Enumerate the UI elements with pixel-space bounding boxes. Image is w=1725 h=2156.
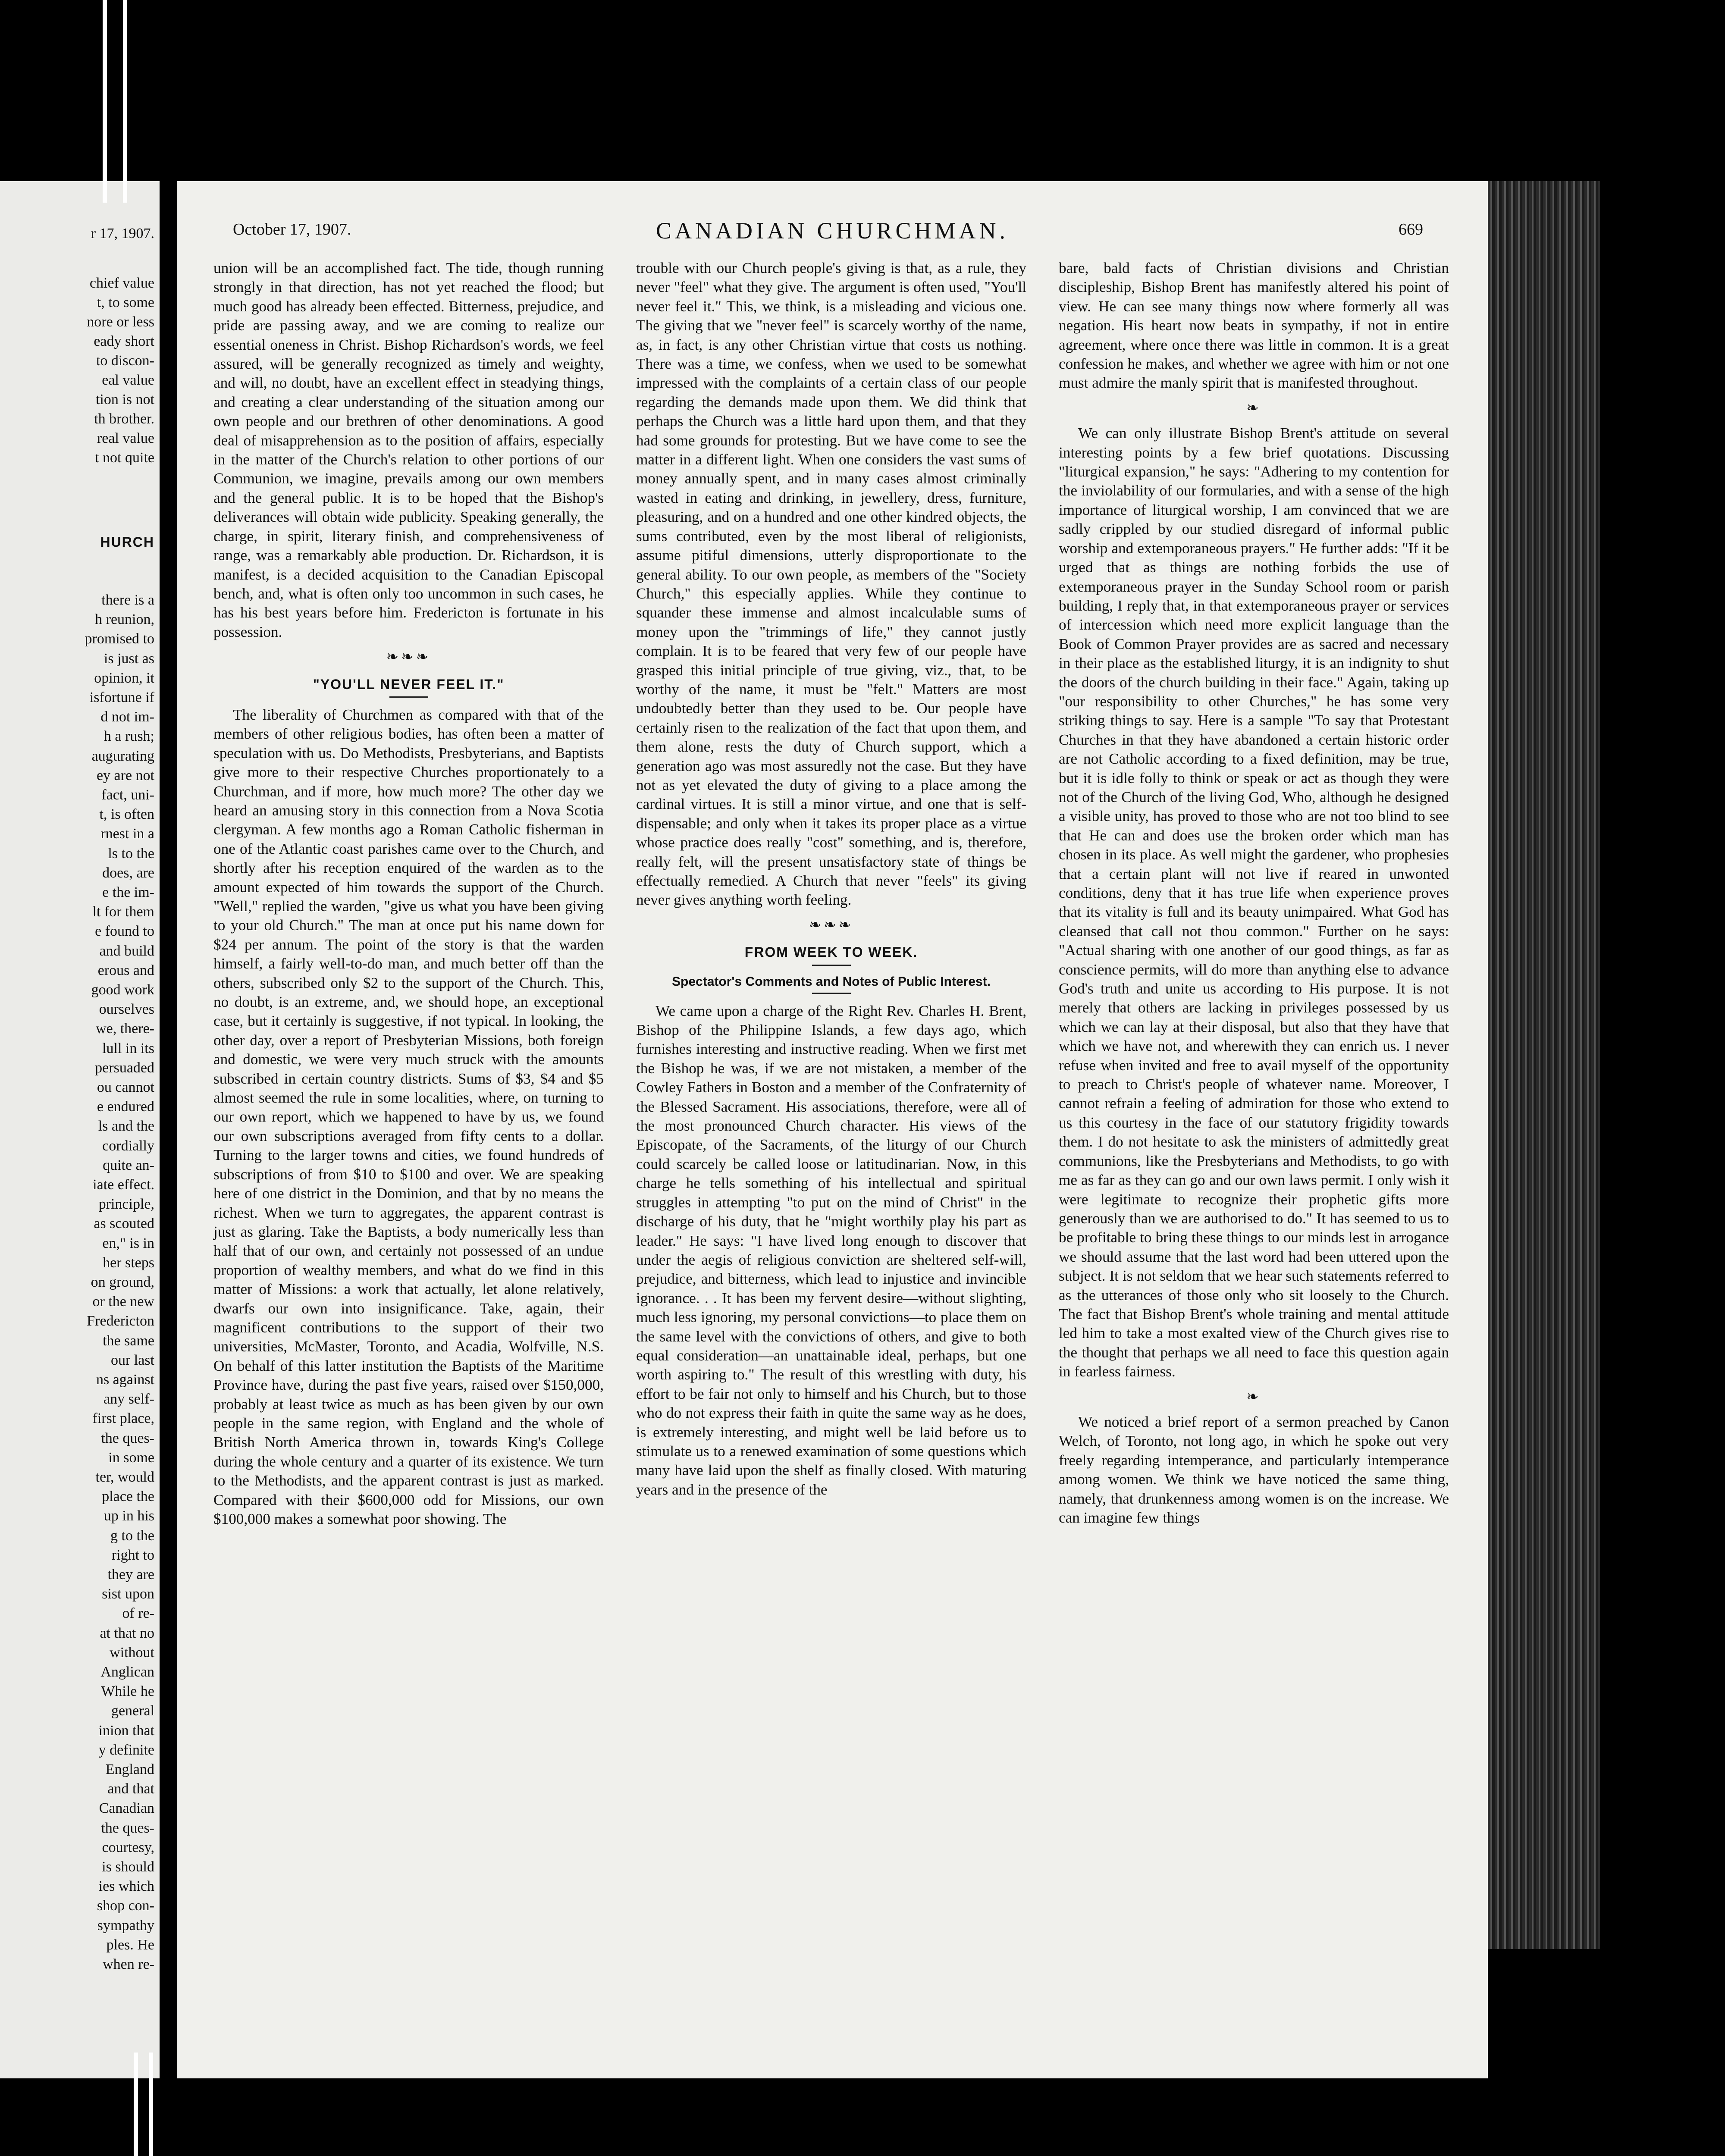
page-header [177,220,1488,254]
left-line-fragment: ou cannot [97,1079,154,1095]
left-line-fragment: chief value [89,275,154,291]
left-line-fragment: of re- [122,1605,154,1622]
left-date-fragment: r 17, 1907. [91,226,154,241]
left-line-fragment: inion that [98,1722,154,1739]
left-line-fragment: erous and [97,962,154,978]
left-line-fragment: t, is often [99,806,154,823]
left-section-head: HURCH [100,534,154,550]
left-line-fragment: ies which [98,1878,154,1895]
left-line-fragment: general [111,1703,154,1719]
left-line-fragment: t not quite [95,450,154,466]
left-line-fragment: ns against [96,1372,154,1388]
left-line-fragment: right to [111,1547,154,1563]
gutter-bar-top-1 [103,0,107,203]
left-line-fragment: d not im- [100,709,154,725]
book-page-edges [1488,181,1600,1949]
left-line-fragment: iate effect. [93,1177,154,1193]
masthead-title: CANADIAN CHURCHMAN. [656,218,1009,244]
left-line-fragment: Canadian [99,1800,154,1817]
left-line-fragment: eady short [94,333,154,349]
left-line-fragment: e endured [97,1099,154,1115]
left-line-fragment: the ques- [101,1430,154,1446]
column2-paragraph-1: trouble with our Church people's giving is that, as a rule, they never "feel" what they give. The argument is often used, "You'll never feel it." This, we think, is a misleading and vicious one. The giving that we "never feel" is scarcely worthy of the name, as, in fact, is any other Christian virtue that costs us nothing. There was a time, we confess, when we used to be somewhat impressed with the complaints of a certain class of our people regarding the demands made upon them. We did think that perhaps the Church was a little hard upon them, and that they had some grounds for protesting. But we have come to see the matter in a different light. When one considers the vast sums of money annually spent, and in many cases almost criminally wasted in eating and drinking, in jewellery, dress, furniture, pleasuring, and on a hundred and one other kindred objects, the sums contributed, even by the most liberal of religionists, assume pitiful dimensions, utterly disproportionate to the general ability. To our own people, as members of the "Society Church," this especially applies. While they continue to squander these immense and almost incalculable sums of money upon the "trimmings of life," they cannot justly complain. It is to be feared that very few of our people have grasped this initial principle of true giving, viz., that, to be worthy of the name, it must be "felt." Matters are most undoubtedly better than they used to be. Our people have certainly risen to the realization of the fact that upon them, and them alone, rests the duty of Church support, which a generation ago was most assuredly not the case. But they have not as yet elevated the duty of giving to a place among the cardinal virtues. It is still a minor virtue, and one that is self-dispensable; and only when it takes its proper place as a virtue whose practice does really "cost" something, and is, therefore, really felt, will the present unsatisfactory state of things be effectually remedied. A Church that never "feels" its giving never gives anything worth feeling. [636,260,1026,909]
paragraph-ornament: ❧ [1246,1388,1261,1405]
column1-paragraph-2: The liberality of Churchmen as compared with that of the members of other religious bodies, has often been a matter of speculation with us. Do Methodists, Presbyterians, and Baptists give more to their respective Churches proportionately to a Churchman, and if more, how much more? The other day we heard an amusing story in this connection from a Nova Scotia clergyman. A few months ago a Roman Catholic fisherman in one of the Atlantic coast parishes came over to the Church, and shortly after his reception enquired of the warden as to the amount expected of him towards the support of the Church. "Well," replied the warden, "give us what you have been giving to your old Church." The man at once put his name down for $24 per annum. The point of the story is that the warden himself, a fairly well-to-do man, and much better off than the others, subscribed only $2 to the support of the Church. This, no doubt, is an extreme, and, we should hope, an exceptional case, but it certainly is suggestive, if not typical. In looking, the other day, over a report of Presbyterian Missions, both foreign and domestic, we were very much struck with the amounts subscribed in certain country districts. Sums of $3, $4 and $5 almost seemed the rule in some localities, where, on turning to our own report, which we happened to have by us, we found our own subscriptions averaged from fifty cents to a dollar. Turning to the larger towns and cities, we found hundreds of subscriptions of from $10 to $100 and over. We are speaking here of one district in the Dominion, and that by no means the richest. When we turn to aggregates, the apparent contrast is just as glaring. Take the Baptists, a body numerically less than half that of our own, and certainly not possessed of an undue proportion of wealthy members, and what do we find in this matter of Missions: a work that actually, let alone relatively, dwarfs our own into insignificance. Take, again, their magnificent contributions to the support of their two universities, McMaster, Toronto, and Acadia, Wolfville, N.S. On behalf of this latter institution the Baptists of the Maritime Province have, during the past five years, raised over $150,000, probably at least twice as much as has been given by our own people in the same region, with England and the whole of British North America thrown in, towards King's College during the whole century and a quarter of its existence. We turn to the Methodists, and the apparent contrast is just as marked. Compared with their $600,000 odd for Missions, our own $100,000 makes a somewhat poor showing. The [213,706,604,1527]
left-line-fragment: our last [110,1352,154,1368]
left-line-fragment: ey are not [96,767,154,783]
column-3 [1059,259,1449,1527]
left-line-fragment: ls and the [98,1118,154,1134]
title-rule [812,965,851,966]
section-subtitle: Spectator's Comments and Notes of Public Interest. [672,974,991,989]
left-line-fragment: fact, uni- [101,787,154,803]
left-line-fragment: t, to some [97,295,154,310]
left-line-fragment: on ground, [91,1274,154,1290]
left-line-fragment: e found to [95,923,154,940]
left-line-fragment: they are [107,1567,154,1583]
section-ornament: ❧❧❧ [809,917,854,933]
left-line-fragment: en," is in [102,1235,154,1251]
left-line-fragment: shop con- [97,1898,154,1914]
left-line-fragment: ls to the [108,845,154,862]
left-line-fragment: e the im- [102,884,154,900]
left-line-fragment: ourselves [99,1001,154,1018]
column3-paragraph-3: We noticed a brief report of a sermon preached by Canon Welch, of Toronto, not long ago, in which he spoke out very freely regarding intemperance, and particularly intemperance among women. We think we have noticed the same thing, namely, that drunkenness among women is on the increase. We can imagine few things [1059,1413,1449,1526]
gutter-bar-bottom-2 [149,2053,153,2156]
left-line-fragment: ples. He [106,1937,154,1953]
section-title-week-to-week: FROM WEEK TO WEEK. [744,944,918,960]
paragraph-ornament: ❧ [1246,400,1261,416]
left-line-fragment: there is a [101,592,154,608]
left-line-fragment: does, are [102,865,154,881]
left-line-fragment: in some [108,1449,154,1466]
left-page-fragment [0,181,160,2078]
left-line-fragment: promised to [85,631,154,647]
left-line-fragment: sympathy [97,1917,154,1934]
left-line-fragment: any self- [103,1391,154,1407]
left-line-fragment: ter, would [95,1469,154,1485]
left-line-fragment: or the new [92,1294,154,1310]
left-line-fragment: quite an- [103,1157,154,1173]
left-line-fragment: real value [97,430,154,446]
section-title-never-feel: "YOU'LL NEVER FEEL IT." [313,676,505,692]
left-line-fragment: we, there- [96,1021,154,1037]
section-ornament: ❧❧❧ [386,649,431,665]
left-line-fragment: nore or less [87,314,154,330]
column3-paragraph-1: bare, bald facts of Christian divisions and Christian discipleship, Bishop Brent has manifestly altered his point of view. He can see many things now where formerly all was negation. His heart now beats in sympathy, if not in entire agreement, where once there was little in common. It is a great confession he makes, and whether we agree with him or not one must admire the manly spirit that is manifested throughout. [1059,260,1449,392]
left-line-fragment: when re- [103,1956,154,1972]
column-2 [636,259,1026,1499]
left-line-fragment: and that [107,1781,154,1797]
column1-paragraph-1: union will be an accomplished fact. The tide, though running strongly in that direction, has not yet reached the flood; but much good has already been effected. Bitterness, prejudice, and pride are passing away, and we are coming to realize our essential oneness in Christ. Bishop Richardson's words, we feel assured, will be generally recognized as timely and weighty, and will, no doubt, have an excellent effect in steadying things, and creating a clear understanding of the situation among our own people and our brethren of other denominations. A good deal of misapprehension as to the position of affairs, especially in the matter of the Church's relation to other portions of our Communion, we imagine, prevails among our own members and the general public. It is to be hoped that the Bishop's deliverances will obtain wide publicity. Speaking generally, the charge, in spirit, literary finish, and comprehensiveness of range, was a remarkably able production. Dr. Richardson, it is manifest, is a decided acquisition to the Canadian Episcopal bench, and, what is often only too uncommon in such cases, he has his best years before him. Fredericton is fortunate in his possession. [213,260,604,640]
left-line-fragment: up in his [104,1508,154,1524]
page-number: 669 [1399,220,1423,238]
left-line-fragment: Anglican [100,1664,154,1680]
left-line-fragment: th brother. [94,411,154,427]
left-line-fragment: principle, [98,1196,154,1213]
left-line-fragment: first place, [92,1410,154,1427]
left-line-fragment: as scouted [94,1216,154,1232]
gutter-bar-top-2 [123,0,127,203]
left-line-fragment: tion is not [95,392,154,407]
newspaper-page [177,181,1488,2078]
left-line-fragment: h reunion, [95,611,154,628]
left-line-fragment: augurating [91,748,154,764]
left-line-fragment: opinion, it [94,670,154,686]
left-line-fragment: While he [101,1683,154,1700]
left-line-fragment: the same [103,1332,154,1349]
header-date: October 17, 1907. [233,220,351,238]
left-line-fragment: eal value [102,372,154,388]
left-line-fragment: lull in its [102,1040,154,1056]
left-line-fragment: the ques- [101,1820,154,1836]
column3-paragraph-2: We can only illustrate Bishop Brent's attitude on several interesting points by a few brief quotations. Discussing "liturgical expansion," he says: "Adhering to my contention for the inviolability of our formularies, and with a sense of the high importance of liturgical worship, I am convinced that we are sadly crippled by our studied disregard of informal public worship and extemporaneous prayers." He further adds: "If it be urged that as things are nothing forbids the use of extemporaneous prayer in the Sunday School room or parish building, I reply that, in that extemporaneous prayer or services of intercession which need more explicit language than the Book of Common Prayer provides are as sacred and necessary in their place as the established liturgy, it is an indignity to shut the doors of the church building in their face." Again, taking up "our responsibility to other Churches," he has some very striking things to say. Here is a sample "To say that Protestant Churches in that they have abandoned a certain historic order are not Catholic according to a fixed definition, may be true, but it is idle folly to think or speak or act as though they were not of the Church of the living God, Who, although he designed a visible unity, has proved to those who are not too blind to see that He can and does use the broken order which man has chosen in its place. As well might the gardener, who prophesies that a certain plant will not live if reared in unwonted conditions, deny that it has true life when experience proves that its vitality is full and its beauty unimpaired. What God has cleansed that call not thou common." Further on he says: "Actual sharing with one another of our good things, as far as conscience permits, will do more than anything else to advance God's truth and unite us according to His purpose. It is not merely that others are lacking in privileges possessed by us which we can lay at their disposal, but also that they have that which we have not, and wherewith they can enrich us. I never refuse when invited and free to avail myself of the opportunity to preach to Christ's people of whatever name. Moreover, I cannot refrain a feeling of admiration for those who extend to us this courtesy in the face of our statutory frigidity towards them. I do not hesitate to ask the ministers of admittedly great communions, like the Presbyterians and Methodists, to go with me as far as they can go and our own laws permit. I only wish it were legitimate to recognize their prophetic gifts more generously than we are authorised to do." It has seemed to us to be profitable to bring these things to our minds lest in arrogance we should assume that the last word had been uttered upon the subject. It is not seldom that we hear such statements referred to as the utterances of those only who sit loosely to the Church. The fact that Bishop Brent's whole training and mental attitude led him to take a most exalted view of the Church gives rise to the thought that perhaps we all need to face this question again in fearless fairness. [1059,425,1449,1380]
column-1 [213,259,604,1529]
gutter-bar-bottom-1 [134,2053,138,2156]
left-line-fragment: and build [99,943,154,959]
left-line-fragment: h a rush; [104,728,154,745]
left-line-fragment: isfortune if [89,689,154,705]
left-line-fragment: g to the [110,1527,154,1544]
left-line-fragment: Fredericton [87,1313,154,1329]
left-line-fragment: good work [91,982,154,998]
title-rule [389,696,428,698]
left-line-fragment: rnest in a [100,826,154,842]
left-line-fragment: is just as [104,650,154,667]
left-line-fragment: cordially [102,1138,154,1154]
left-line-fragment: y definite [98,1742,154,1758]
subtitle-rule [812,993,851,994]
left-line-fragment: without [110,1644,154,1661]
left-line-fragment: is should [102,1859,154,1875]
left-line-fragment: lt for them [92,904,154,920]
left-line-fragment: sist upon [102,1586,154,1602]
left-line-fragment: her steps [103,1254,154,1271]
left-line-fragment: persuaded [95,1059,154,1076]
left-line-fragment: England [105,1761,154,1777]
left-line-fragment: to discon- [96,353,154,369]
left-line-fragment: place the [102,1489,154,1505]
column2-paragraph-2: We came upon a charge of the Right Rev. Charles H. Brent, Bishop of the Philippine Islands, a few days ago, which furnishes interesting and instructive reading. When we first met the Bishop he was, if we are not mistaken, a member of the Cowley Fathers in Boston and a member of the Confraternity of the Blessed Sacrament. His associations, therefore, were all of the most pronounced Church character. His views of the Episcopate, of the Sacraments, of the liturgy of our Church could scarcely be called loose or latitudinarian. Now, in this charge he tells something of his intellectual and spiritual struggles in attempting "to put on the mind of Christ" in the discharge of his duty, that he "might worthily play his part as leader." He says: "I have lived long enough to discover that under the aegis of religious conviction are sheltered self-will, prejudice, and bitterness, which lead to injustice and invincible ignorance. . . It has been my fervent desire—without slighting, much less ignoring, my personal convictions—to place them on the same level with the convictions of others, and give to both equal consideration—an unattainable ideal, perhaps, but one worth aspiring to." The result of this wrestling with duty, his effort to be fair not only to himself and his Church, but to those who do not express their faith in quite the same way as he does, is extremely interesting, and might well be laid before us to stimulate us to a renewed examination of some questions which many have laid upon the shelf as finally closed. With maturing years and in the presence of the [636,1002,1026,1498]
left-line-fragment: courtesy, [102,1839,154,1855]
left-line-fragment: at that no [100,1625,154,1641]
